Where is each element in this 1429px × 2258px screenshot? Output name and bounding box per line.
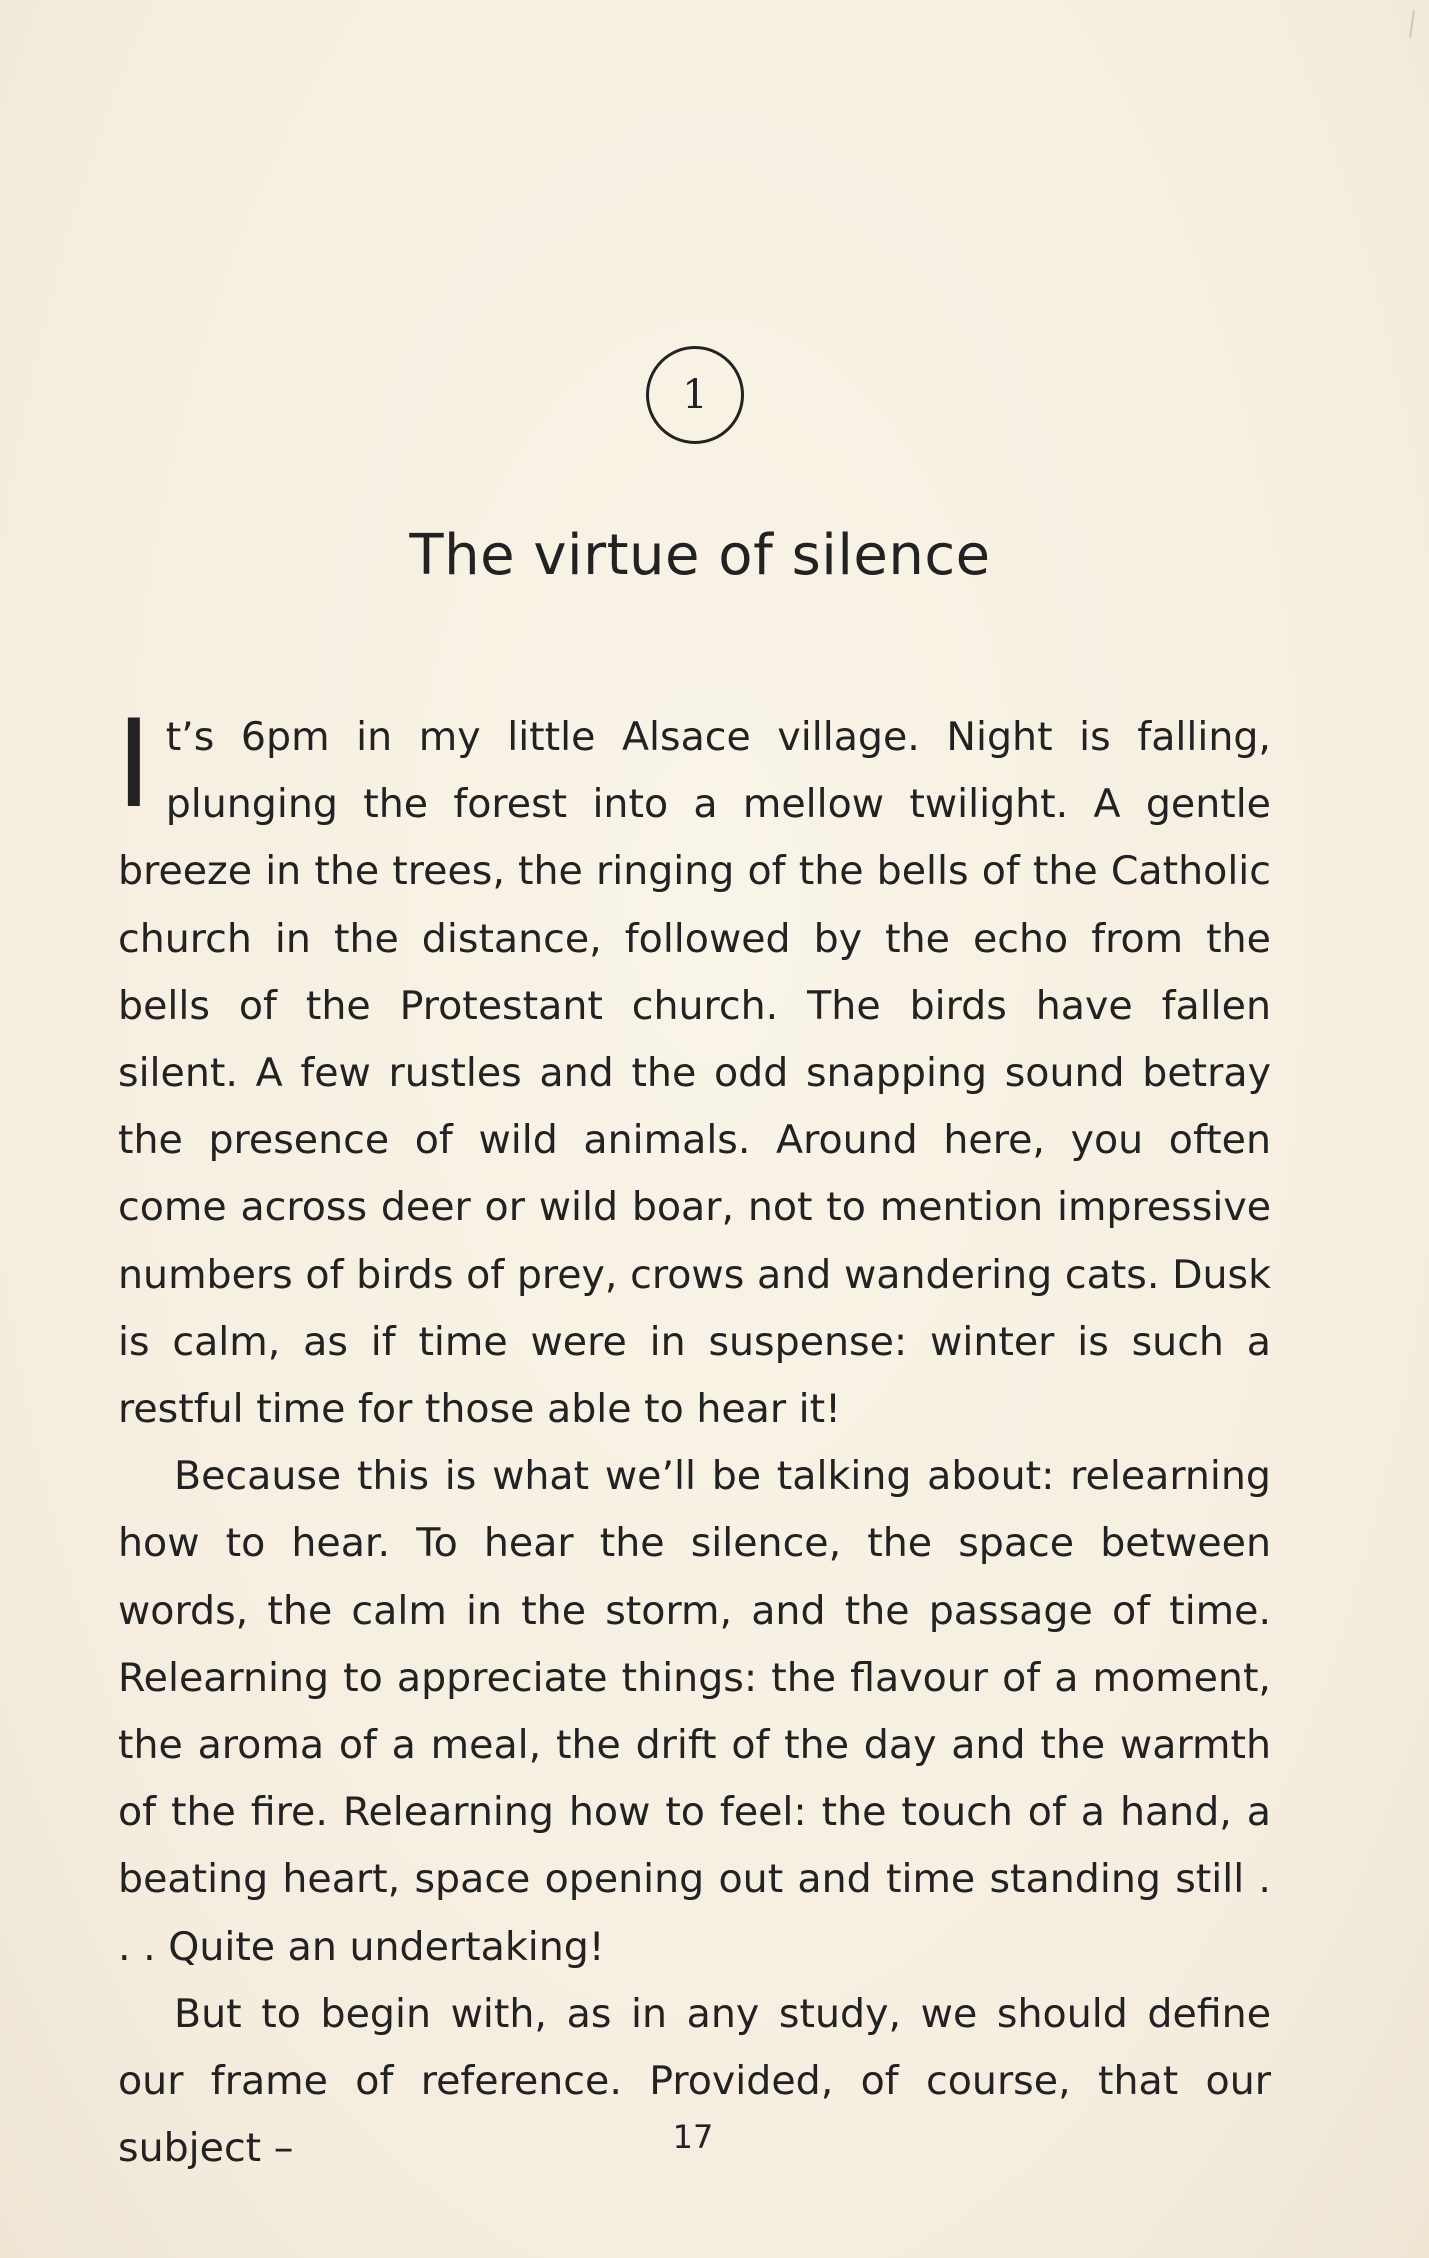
page-number: 17: [672, 2118, 714, 2156]
chapter-number-badge: [646, 346, 744, 444]
paragraph-2: Because this is what we’ll be talking about: relearning how to hear. To hear the silence, the space between words, the calm in the storm, and the passage of time. Relearning to appreciate things: the flavour of a moment, the aroma of a meal, the drift of the day and the warmth of the fire. Relearning how to feel: the touch of a hand, a beating heart, space opening out and time standing still . . . Quite an undertaking!: [118, 1453, 1271, 1970]
paragraph-1: [116, 694, 1271, 1443]
chapter-title: The virtue of silence: [409, 523, 991, 588]
scan-mark: [1409, 10, 1415, 38]
body-text: [116, 694, 1271, 2182]
drop-cap: I: [116, 694, 152, 835]
paragraph-3: But to begin with, as in any study, we should define our frame of reference. Provided, of course, that our subject –: [118, 1990, 1271, 2172]
chapter-number: 1: [682, 372, 708, 418]
paragraph-1-text: t’s 6pm in my little Alsace village. Night is falling, plunging the forest into a mellow twilight. A gentle breeze in the trees, the ringing of the bells of the Catholic church in the distance, followed by the echo from the bells of the Protestant church. The birds have fallen silent. A few rustles and the odd snapping sound betray the presence of wild animals. Around here, you often come across deer or wild boar, not to mention impressive numbers of birds of prey, crows and wandering cats. Dusk is calm, as if time were in suspense: winter is such a restful time for those able to hear it!: [118, 714, 1271, 1433]
